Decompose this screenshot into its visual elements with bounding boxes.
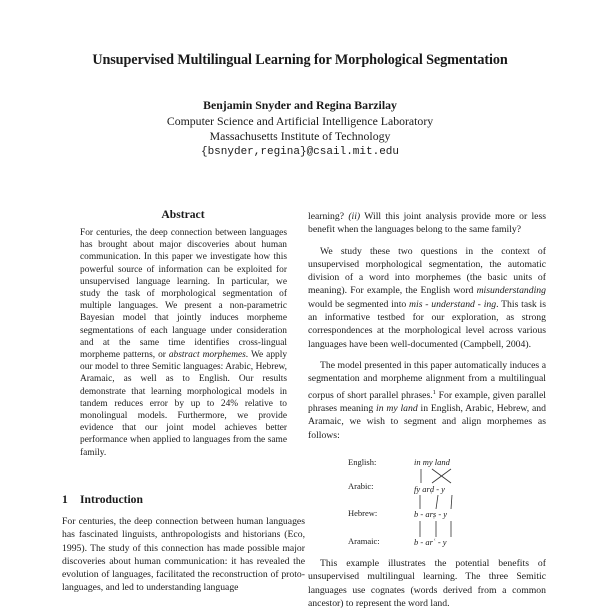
section-number: 1 xyxy=(62,493,68,506)
author-email: {bsnyder,regina}@csail.mit.edu xyxy=(200,145,400,158)
introduction-text: For centuries, the deep connection between human languages has fascinated linguists, anthropologists and historians (Eco, 1995). The study of this connection has made possible major discoveries about human communication: it has revealed the evolution of languages, facilitated the reconstruction of proto-languages, and led to understanding language xyxy=(62,516,305,594)
author-block xyxy=(0,98,600,160)
hebrew-label: Hebrew: xyxy=(348,508,378,518)
abstract-text-part-a: For centuries, the deep connection between languages has brought about major discoveries about human communication. In this paper we investigate how this powerful source of information can be exploited for unsupervised language learning. In particular, we study the task of morphological segmentation of multiple languages. We present a non-parametric Bayesian model that jointly induces morpheme segmentations of each language under consideration and at the same time identifies cross-lingual morpheme patterns, or xyxy=(80,228,287,361)
right-paragraph-1 xyxy=(308,210,546,237)
english-morphemes: in my land xyxy=(414,457,450,467)
morpheme-alignment-example xyxy=(348,457,508,569)
hebrew-morphemes: b - arṣ - y xyxy=(414,509,448,519)
right-paragraph-3 xyxy=(308,359,546,442)
section-title: Introduction xyxy=(80,493,143,506)
author-names: Benjamin Snyder and Regina Barzilay xyxy=(203,98,397,112)
footnote-marker: 1 xyxy=(432,388,436,396)
p3-text-c: in English, Arabic, Hebrew, and Aramaic, we wish to segment and align morphemes as follows: xyxy=(308,403,546,441)
right-paragraph-4: This example illustrates the potential benefits of unsupervised multilingual learning. The three Semitic languages use cognates (words derived from a common ancestor) to represent the word land. xyxy=(308,558,546,609)
p2-emphasis-2: mis - understand - ing xyxy=(409,298,497,310)
p2-emphasis-1: misunderstanding xyxy=(476,285,546,297)
right-paragraph-2 xyxy=(308,245,546,351)
p1-text-a: learning? xyxy=(308,211,349,222)
p2-text-b: would be segmented into xyxy=(308,298,410,310)
right-column xyxy=(308,210,546,442)
p3-text-b: For example, given parallel phrases meaning xyxy=(308,389,546,415)
p3-emphasis: in my land xyxy=(376,403,418,415)
p1-emphasis: (ii) xyxy=(348,211,361,222)
p2-text-c: . This task is an informative testbed for our exploration, as strong correspondences at the morphological level across various languages have been well-documented (Campbell, 2004). xyxy=(308,298,546,350)
p3-text-a: The model presented in this paper automatically induces a segmentation and morpheme alignment from a multilingual corpus of short parallel phrases. xyxy=(308,359,546,401)
affiliation-line-2: Massachusetts Institute of Technology xyxy=(209,129,391,144)
abstract-emphasis: abstract morphemes xyxy=(168,350,246,361)
p2-text-a: We study these two questions in the context of unsupervised morphological segmentation, the automatic division of a word into morphemes (the basic units of meaning). For example, the English word xyxy=(308,245,546,297)
abstract-text-part-b: . We apply our model to three Semitic languages: Arabic, Hebrew, Aramaic, as well as to English. Our results demonstrate that learning morphological models in tandem reduces error by up to 24% relative to monolingual models. Furthermore, we provide evidence that our joint model achieves better performance when applied to languages from the same family. xyxy=(80,350,288,458)
abstract-heading: Abstract xyxy=(161,208,205,221)
arabic-morphemes: fy arḍ - y xyxy=(414,484,445,494)
section-heading xyxy=(62,493,143,506)
abstract-text xyxy=(80,227,287,459)
english-label: English: xyxy=(348,457,377,467)
p1-text-b: Will this joint analysis provide more or less benefit when the languages belong to the same family? xyxy=(308,211,546,236)
arabic-label: Arabic: xyxy=(348,481,374,491)
align-line xyxy=(436,495,438,509)
paper-title: Unsupervised Multilingual Learning for Morphological Segmentation xyxy=(92,52,508,68)
aramaic-morphemes: b - arʿ - y xyxy=(414,537,447,547)
align-line xyxy=(451,495,452,509)
affiliation-line-1: Computer Science and Artificial Intelligence Laboratory xyxy=(166,113,434,128)
aramaic-label: Aramaic: xyxy=(348,536,380,546)
